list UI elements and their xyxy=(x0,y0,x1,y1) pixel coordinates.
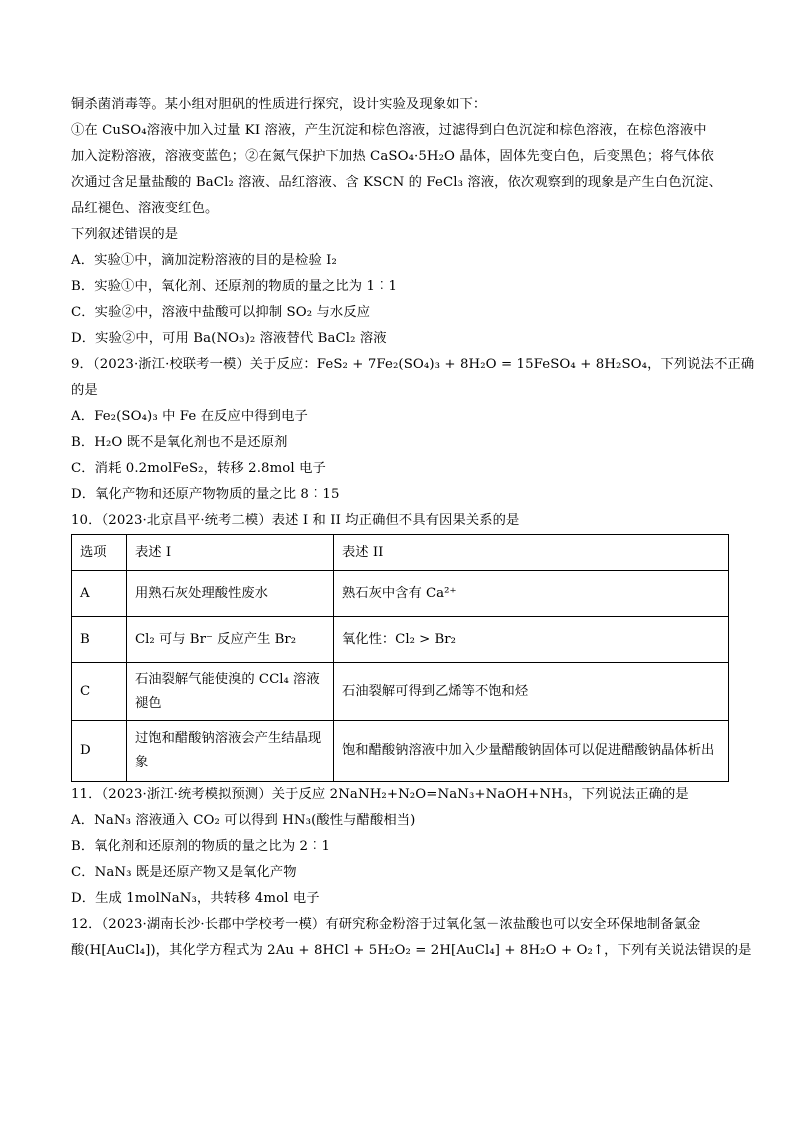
text-line: ①在 CuSO₄溶液中加入过量 KI 溶液，产生沉淀和棕色溶液，过滤得到白色沉淀和棕色溶液，在棕色溶液中 xyxy=(71,123,707,138)
table-cell: Cl₂ 可与 Br⁻ 反应产生 Br₂ xyxy=(127,617,334,663)
table-cell: D xyxy=(72,721,127,782)
question-10 xyxy=(71,508,731,782)
option-a: A．NaN₃ 溶液通入 CO₂ 可以得到 HN₃(酸性与醋酸相当) xyxy=(71,813,416,828)
question-12 xyxy=(71,912,752,964)
table-cell: 饱和醋酸钠溶液中加入少量醋酸钠固体可以促进醋酸钠晶体析出 xyxy=(334,721,729,782)
question-title: 10．（2023·北京昌平·统考二模）表述 I 和 II 均正确但不具有因果关系的是 xyxy=(71,513,520,528)
table-cell: B xyxy=(72,617,127,663)
table-cell: A xyxy=(72,571,127,617)
option-b: B．H₂O 既不是氧化剂也不是还原剂 xyxy=(71,435,288,450)
option-c: C．消耗 0.2molFeS₂，转移 2.8mol 电子 xyxy=(71,461,326,476)
question-title: 12．（2023·湖南长沙·长郡中学校考一模）有研究称金粉溶于过氧化氢－浓盐酸也可以安全环保地制备氯金 xyxy=(71,917,701,932)
table-cell: 过饱和醋酸钠溶液会产生结晶现象 xyxy=(127,721,334,782)
question-9 xyxy=(71,352,755,508)
statement-table xyxy=(71,534,729,782)
question-title-cont: 酸(H[AuCl₄])，其化学方程式为 2Au + 8HCl + 5H₂O₂ = 2H[AuCl₄] + 8H₂O + O₂↑，下列有关说法错误的是 xyxy=(71,943,752,958)
option-a: A．Fe₂(SO₄)₃ 中 Fe 在反应中得到电子 xyxy=(71,409,308,424)
table-row xyxy=(72,663,729,721)
table-cell: 用熟石灰处理酸性废水 xyxy=(127,571,334,617)
question-prompt: 下列叙述错误的是 xyxy=(71,227,179,242)
table-cell: 氧化性：Cl₂ > Br₂ xyxy=(334,617,729,663)
option-a: A．实验①中，滴加淀粉溶液的目的是检验 I₂ xyxy=(71,253,337,268)
table-header-cell: 表述 I xyxy=(127,535,334,571)
table-row xyxy=(72,571,729,617)
text-line: 铜杀菌消毒等。某小组对胆矾的性质进行探究，设计实验及现象如下： xyxy=(71,97,487,112)
option-b: B．氧化剂和还原剂的物质的量之比为 2︰1 xyxy=(71,839,331,854)
table-header-cell: 选项 xyxy=(72,535,127,571)
question-11 xyxy=(71,782,731,912)
table-cell: C xyxy=(72,663,127,721)
option-d: D．实验②中，可用 Ba(NO₃)₂ 溶液替代 BaCl₂ 溶液 xyxy=(71,331,387,346)
text-line: 品红褪色、溶液变红色。 xyxy=(71,201,219,216)
option-d: D．氧化产物和还原产物物质的量之比 8︰15 xyxy=(71,487,340,502)
table-header-row xyxy=(72,535,729,571)
question-title-cont: 的是 xyxy=(71,383,98,398)
option-b: B．实验①中，氧化剂、还原剂的物质的量之比为 1︰1 xyxy=(71,279,398,294)
table-cell: 石油裂解可得到乙烯等不饱和烃 xyxy=(334,663,729,721)
question-8-stem xyxy=(71,92,731,352)
option-c: C．NaN₃ 既是还原产物又是氧化产物 xyxy=(71,865,297,880)
question-title: 11．（2023·浙江·统考模拟预测）关于反应 2NaNH₂+N₂O=NaN₃+NaOH+NH₃，下列说法正确的是 xyxy=(71,787,689,802)
text-line: 次通过含足量盐酸的 BaCl₂ 溶液、品红溶液、含 KSCN 的 FeCl₃ 溶液，依次观察到的现象是产生白色沉淀、 xyxy=(71,175,722,190)
option-c: C．实验②中，溶液中盐酸可以抑制 SO₂ 与水反应 xyxy=(71,305,371,320)
table-header-cell: 表述 II xyxy=(334,535,729,571)
option-d: D．生成 1molNaN₃，共转移 4mol 电子 xyxy=(71,891,320,906)
question-title: 9．（2023·浙江·校联考一模）关于反应：FeS₂ + 7Fe₂(SO₄)₃ + 8H₂O = 15FeSO₄ + 8H₂SO₄，下列说法不正确 xyxy=(71,357,755,372)
text-line: 加入淀粉溶液，溶液变蓝色；②在氮气保护下加热 CaSO₄·5H₂O 晶体，固体先变白色，后变黑色；将气体依 xyxy=(71,149,714,164)
table-cell: 熟石灰中含有 Ca²⁺ xyxy=(334,571,729,617)
table-row xyxy=(72,617,729,663)
table-cell: 石油裂解气能使溴的 CCl₄ 溶液褪色 xyxy=(127,663,334,721)
document-page xyxy=(71,92,755,964)
table-row xyxy=(72,721,729,782)
